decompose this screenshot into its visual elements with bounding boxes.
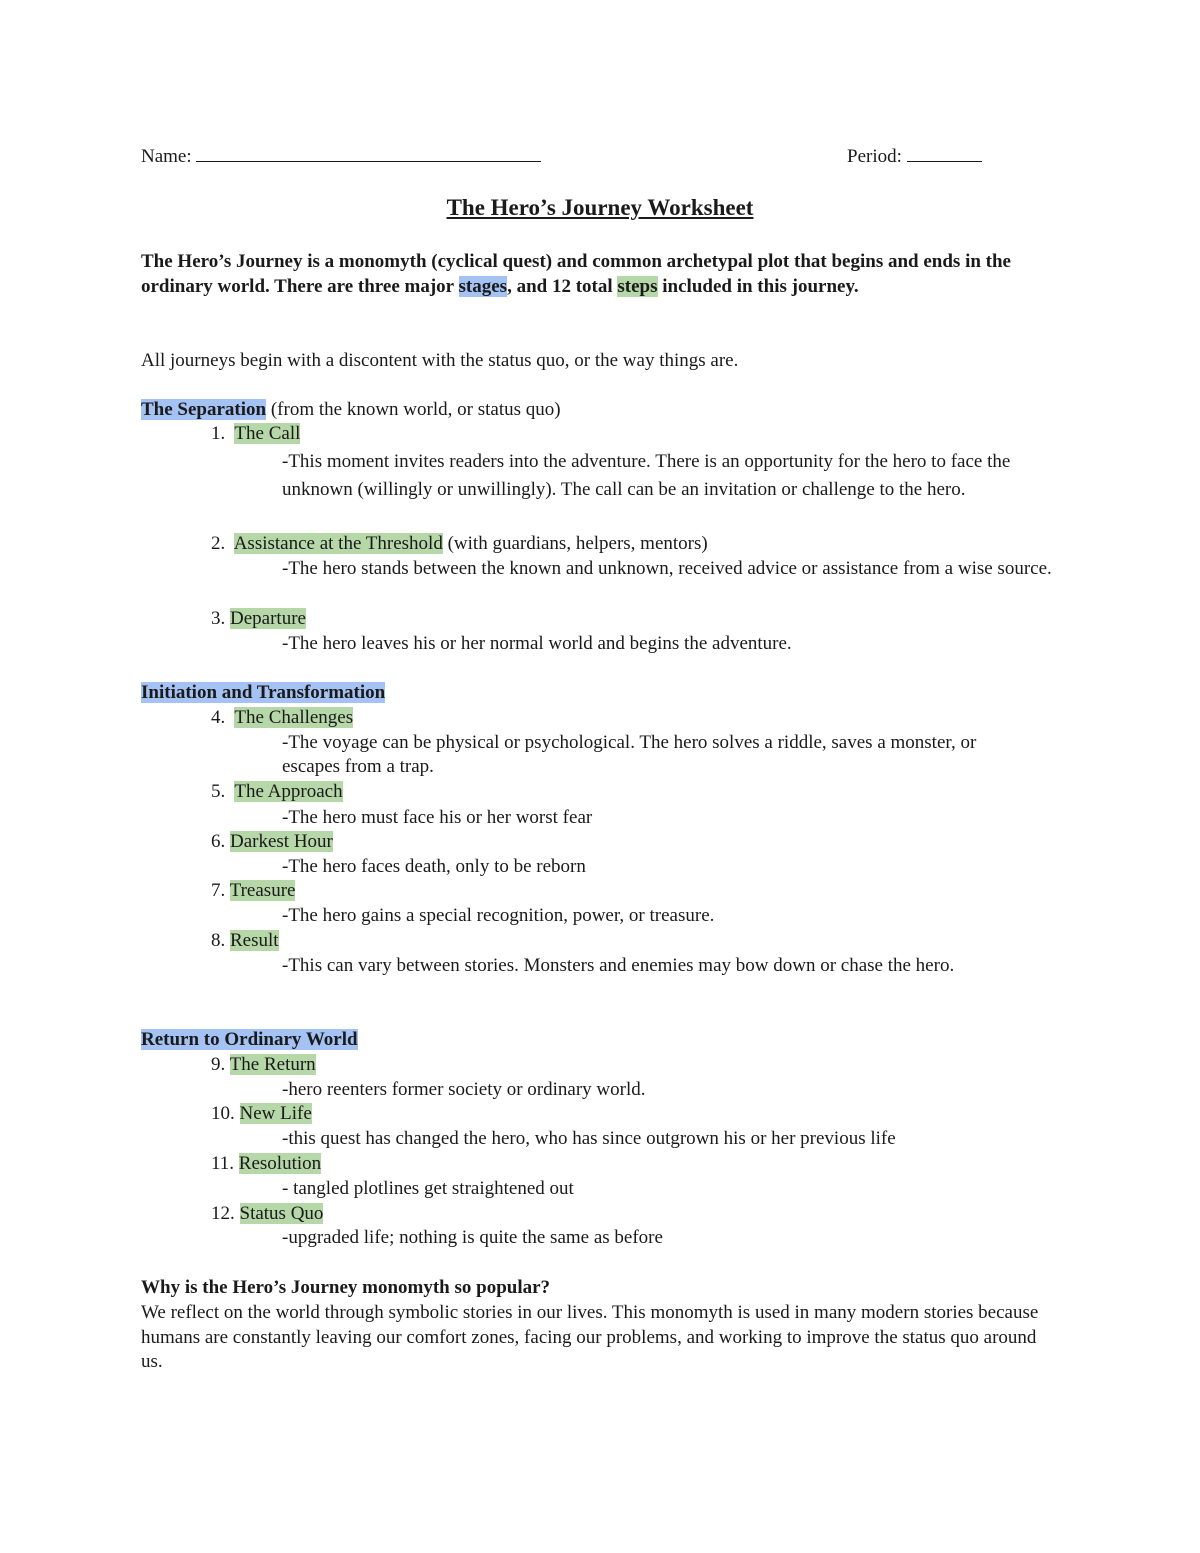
step-11-description: - tangled plotlines get straightened out [282,1178,574,1199]
step-name: Result [230,930,279,951]
step-name: Status Quo [239,1203,324,1224]
name-label: Name: [141,146,192,167]
step-number: 8. [211,930,226,951]
step-12-description: -upgraded life; nothing is quite the same as before [282,1227,663,1248]
section-subtitle: (from the known world, or status quo) [266,399,561,420]
step-5-description: -The hero must face his or her worst fear [282,807,593,828]
discontent-line: All journeys begin with a discontent with the status quo, or the way things are. [141,350,739,371]
step-number: 5. [211,781,226,802]
step-number: 11. [211,1153,235,1174]
intro-text-3: included in this journey. [657,276,859,297]
steps-highlight: steps [617,276,658,297]
step-10-description: -this quest has changed the hero, who has since outgrown his or her previous life [282,1128,896,1149]
step-2 [211,532,708,556]
name-field [141,143,541,169]
step-7 [211,879,295,903]
step-name: New Life [239,1103,312,1124]
step-11 [211,1152,321,1176]
stages-highlight: stages [458,276,508,297]
intro-text-2: , and 12 total [507,276,618,297]
step-1 [211,422,300,446]
step-5 [211,780,343,804]
step-name: Assistance at the Threshold [233,533,443,554]
section-separation-heading [141,398,561,422]
step-name: Departure [230,608,306,629]
section-return-heading [141,1028,358,1052]
step-6 [211,830,333,854]
step-12 [211,1202,323,1226]
closing-answer: We reflect on the world through symbolic stories in our lives. This monomyth is used in many modern stories because humans are constantly leaving our comfort zones, facing our problems, and working to improve the status quo around us. [141,1302,1039,1372]
step-name: Resolution [238,1153,322,1174]
period-field [847,143,982,169]
page-title: The Hero’s Journey Worksheet [446,195,754,220]
step-8-description: -This can vary between stories. Monsters and enemies may bow down or chase the hero. [282,955,955,976]
step-3 [211,607,306,631]
step-name: The Challenges [234,707,354,728]
name-blank-line[interactable] [196,143,541,162]
step-4 [211,706,353,730]
section-initiation-heading [141,681,385,705]
step-name: The Call [234,423,301,444]
step-number: 3. [211,608,226,629]
intro-text-1: The Hero’s Journey is a monomyth (cyclical quest) and common archetypal plot that begins and ends in the ordinary world. There are three major [141,251,1011,297]
step-number: 9. [211,1054,226,1075]
step-suffix: (with guardians, helpers, mentors) [442,533,708,554]
step-8 [211,929,279,953]
step-7-description: -The hero gains a special recognition, power, or treasure. [282,905,715,926]
section-title: Return to Ordinary World [141,1029,358,1050]
step-number: 6. [211,831,226,852]
period-label: Period: [847,146,902,167]
closing-question: Why is the Hero’s Journey monomyth so popular? [141,1277,551,1298]
step-name: Darkest Hour [230,831,333,852]
period-blank-line[interactable] [907,143,982,162]
step-number: 10. [211,1103,235,1124]
step-9-description: -hero reenters former society or ordinary world. [282,1079,646,1100]
step-6-description: -The hero faces death, only to be reborn [282,856,586,877]
step-number: 7. [211,880,226,901]
step-name: The Return [229,1054,316,1075]
intro-paragraph [141,249,1041,299]
step-4-description: -The voyage can be physical or psychological. The hero solves a riddle, saves a monster, or escapes from a trap. [282,732,977,777]
step-10 [211,1102,312,1126]
step-number: 2. [211,533,226,554]
step-number: 12. [211,1203,235,1224]
step-3-description: -The hero leaves his or her normal world and begins the adventure. [282,633,792,654]
step-9 [211,1053,316,1077]
step-name: The Approach [234,781,343,802]
section-title: Initiation and Transformation [141,682,386,703]
step-1-description: -This moment invites readers into the adventure. There is an opportunity for the hero to face the unknown (willingly or unwillingly). The call can be an invitation or challenge to the hero. [282,451,1011,500]
step-name: Treasure [229,880,296,901]
step-number: 1. [211,423,226,444]
section-title: The Separation [141,399,267,420]
step-2-description: -The hero stands between the known and unknown, received advice or assistance from a wise source. [282,558,1052,579]
step-number: 4. [211,707,226,728]
